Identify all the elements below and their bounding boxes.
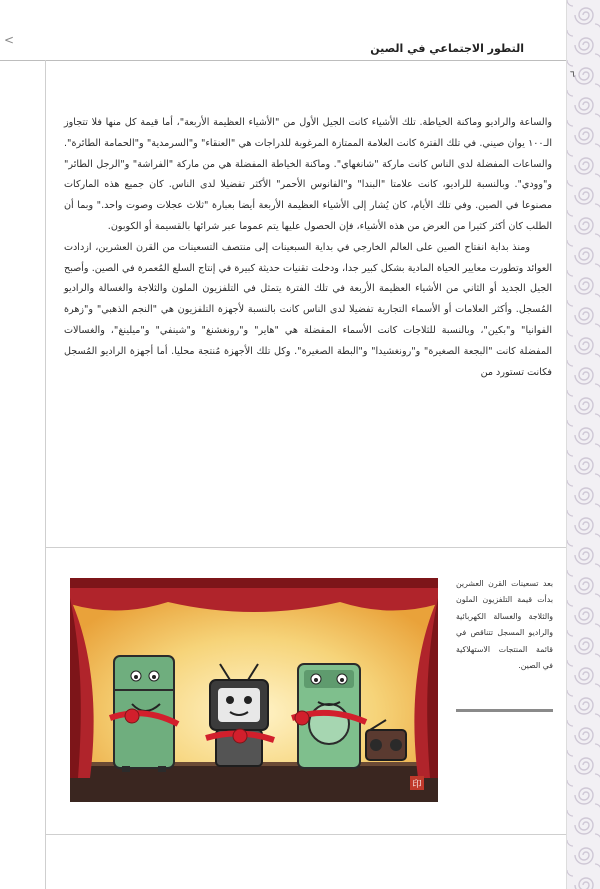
section-divider [45, 547, 566, 548]
margin-rule [45, 60, 46, 889]
chapter-title: التطور الاجتماعي في الصين [370, 42, 524, 55]
spiral-pattern-icon [567, 0, 600, 889]
caption-rule [456, 709, 553, 712]
body-text [64, 113, 552, 383]
paragraph: ومنذ بداية انفتاح الصين على العالم الخارجي في بداية السبعينات إلى منتصف التسعينات من القرن العشرين، ازدادت العوائد وتطورت معايير الحياة المادية بشكل كبير جدا، ودخلت تقنيات حديثة كبيرة في إنتاج السلع المُعمرة في الصين. وأصبح الجيل الجديد أو الثاني من الأشياء العظيمة الأربعة في تلك الفترة يتمثل في التلفزيون الملون والثلاجة والغسالة والراديو المُسجل. وأكثر العلامات أو الأسماء التجارية تفضيلا لدى الناس كانت بالنسبة لأجهزة التلفزيون هي "النجم الذهبي" و"زهرة الفوانيا" و"بكين"، وبالنسبة للثلاجات كانت الأسماء المفضلة هي "هاير" و"رونغشنغ" و"شينفي" و"ميلينغ"، والغسالات المفضلة كانت "البجعة الصغيرة" و"رونغشيدا" و"البطة الصغيرة". وكل تلك الأجهزة مُنتجة محليا. أما أجهزة الراديو المُسجل فكانت تستورد من [64, 241, 552, 378]
figure-caption: بعد تسعينات القرن العشرين بدأت قيمة التلفزيون الملون والثلاجة والغسالة الكهربائية والراديو المسجل تتناقص في قائمة المنتجات الاستهلاكية في الصين. [456, 579, 553, 671]
fridge-character [110, 656, 178, 772]
running-header [0, 34, 566, 61]
chevron-left-icon: < [4, 33, 15, 47]
paragraph: والساعة والراديو وماكنة الخياطة. تلك الأشياء كانت الجيل الأول من "الأشياء العظيمة الأربعة"، أما قيمة كل منها فلا تتجاوز الـ١٠٠ يوان صيني. في تلك الفترة كانت العلامة الممتازة المرغوبة للدراجات هي "العنقاء" و"السرمدية" و"الحمامة الطائرة". والساعات المفضلة لدى الناس كانت ماركة "شانغهاي". وماكنة الخياطة المفضلة هي من ماركة "الفراشة" و"الرجل الطائر" و"وودي". وبالنسبة للراديو، كانت علامتا "البندا" و"الفانوس الأحمر" الأكثر تفضيلا لدى الناس. كان جميع هذه الماركات مصنوعا في الصين. وفي تلك الأيام، كان يُشار إلى الأشياء العظيمة الأربعة أيضا بعبارة "ثلاث عجلات وصوت واحد." وبما أن الطلب كان أكثر كثيرا من العرض من هذه الأشياء، فإن الحصول عليها يتم عموما عبر شرائها بالقسيمة أو الكوبون. [64, 117, 552, 232]
stage-illustration [70, 578, 438, 802]
washing-machine-character [292, 664, 366, 768]
spiral-ornament-border [566, 0, 600, 889]
bottom-divider [45, 834, 566, 835]
appliances-on-stage-image [70, 578, 438, 802]
stamp-glyph: 印 [412, 780, 422, 790]
page-number: ٦ [570, 70, 575, 80]
